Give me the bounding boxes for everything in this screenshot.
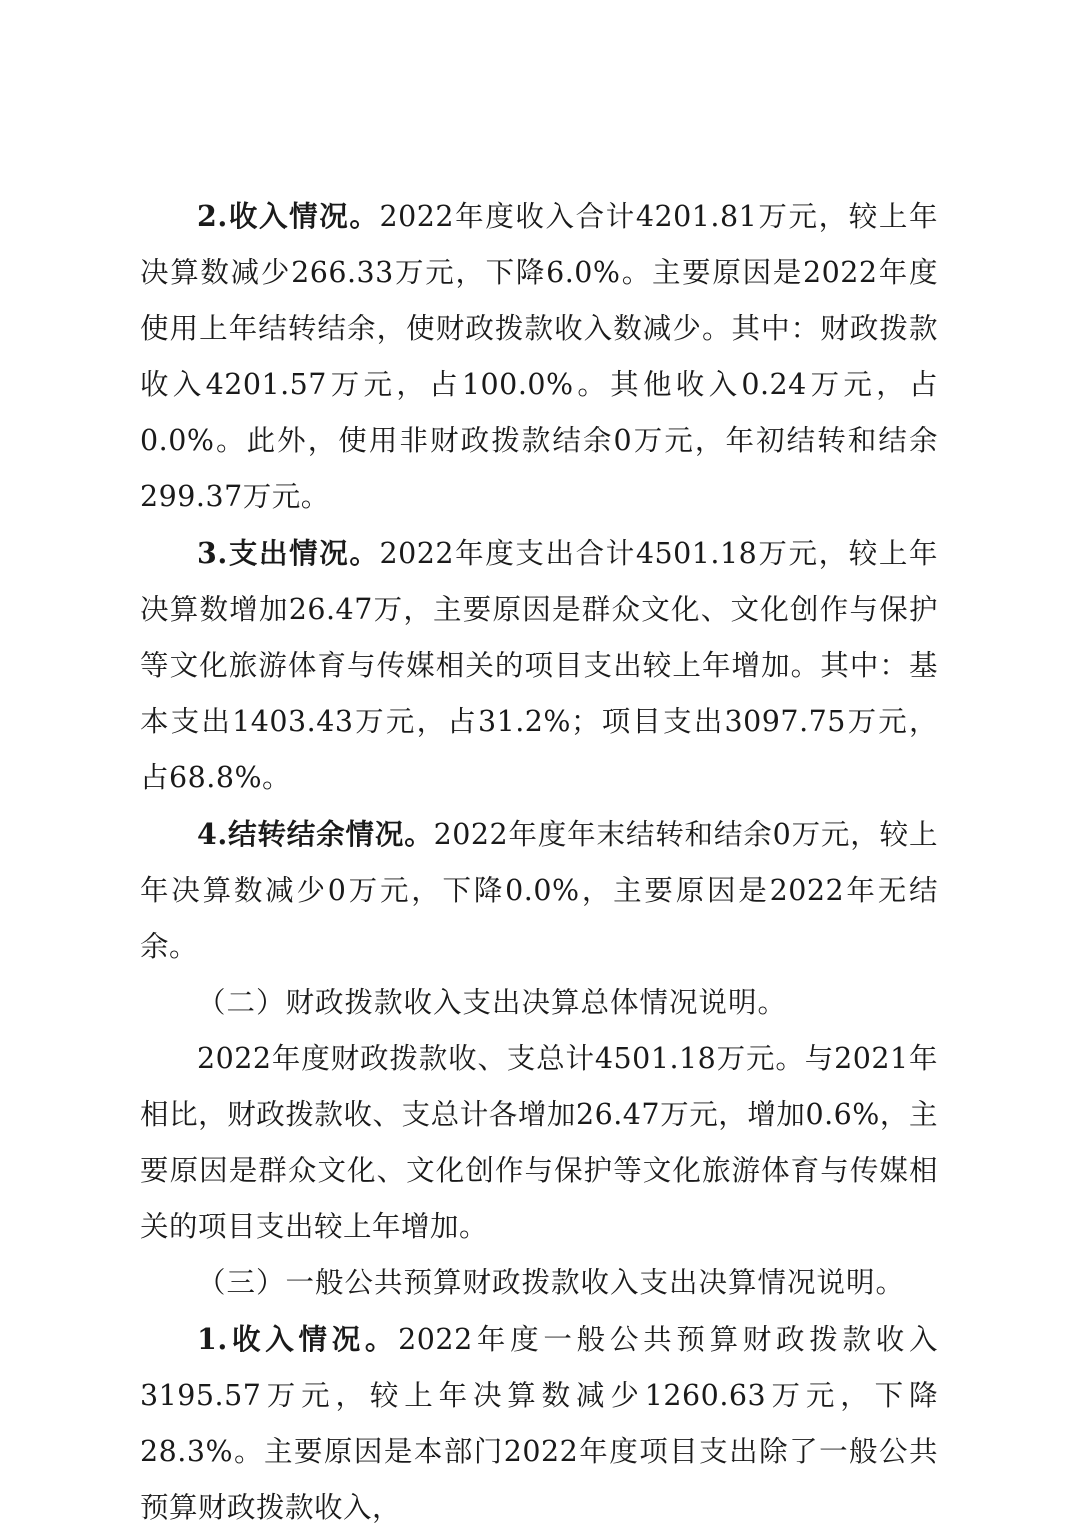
paragraph-text: 2022年度支出合计4501.18万元，较上年决算数增加26.47万，主要原因是群众文化、文化创作与保护等文化旅游体育与传媒相关的项目支出较上年增加。其中：基本支出1403.43万元，占31.2%；项目支出3097.75万元，占68.8%。 (140, 537, 938, 794)
section-title: （三）一般公共预算财政拨款收入支出决算情况说明。 (197, 1266, 906, 1299)
paragraph-heading: 1.收入情况。 (197, 1322, 399, 1356)
paragraph-carryover (140, 806, 938, 975)
paragraph-heading: 3.支出情况。 (197, 536, 380, 570)
section-heading-2 (140, 975, 938, 1031)
paragraph-total (140, 1031, 938, 1255)
paragraph-heading: 2.收入情况。 (197, 199, 380, 233)
paragraph-expense (140, 525, 938, 806)
paragraph-text: 2022年度财政拨款收、支总计4501.18万元。与2021年相比，财政拨款收、支总计各增加26.47万元，增加0.6%，主要原因是群众文化、文化创作与保护等文化旅游体育与传媒相关的项目支出较上年增加。 (140, 1042, 938, 1243)
section-title: （二）财政拨款收入支出决算总体情况说明。 (197, 986, 788, 1019)
section-heading-3 (140, 1255, 938, 1311)
paragraph-general-income (140, 1311, 938, 1536)
paragraph-heading: 4.结转结余情况。 (197, 817, 434, 851)
paragraph-text: 2022年度收入合计4201.81万元，较上年决算数减少266.33万元，下降6.0%。主要原因是2022年度使用上年结转结余，使财政拨款收入数减少。其中：财政拨款收入4201.57万元，占100.0%。其他收入0.24万元，占0.0%。此外，使用非财政拨款结余0万元，年初结转和结余299.37万元。 (140, 200, 938, 513)
paragraph-income (140, 188, 938, 525)
paragraph-text: 2022年度年末结转和结余0万元，较上年决算数减少0万元，下降0.0%，主要原因是2022年无结余。 (140, 818, 938, 963)
paragraph-text: 2022年度一般公共预算财政拨款收入3195.57万元，较上年决算数减少1260.63万元，下降28.3%。主要原因是本部门2022年度项目支出除了一般公共预算财政拨款收入， (140, 1323, 938, 1524)
document-page (140, 188, 938, 1536)
